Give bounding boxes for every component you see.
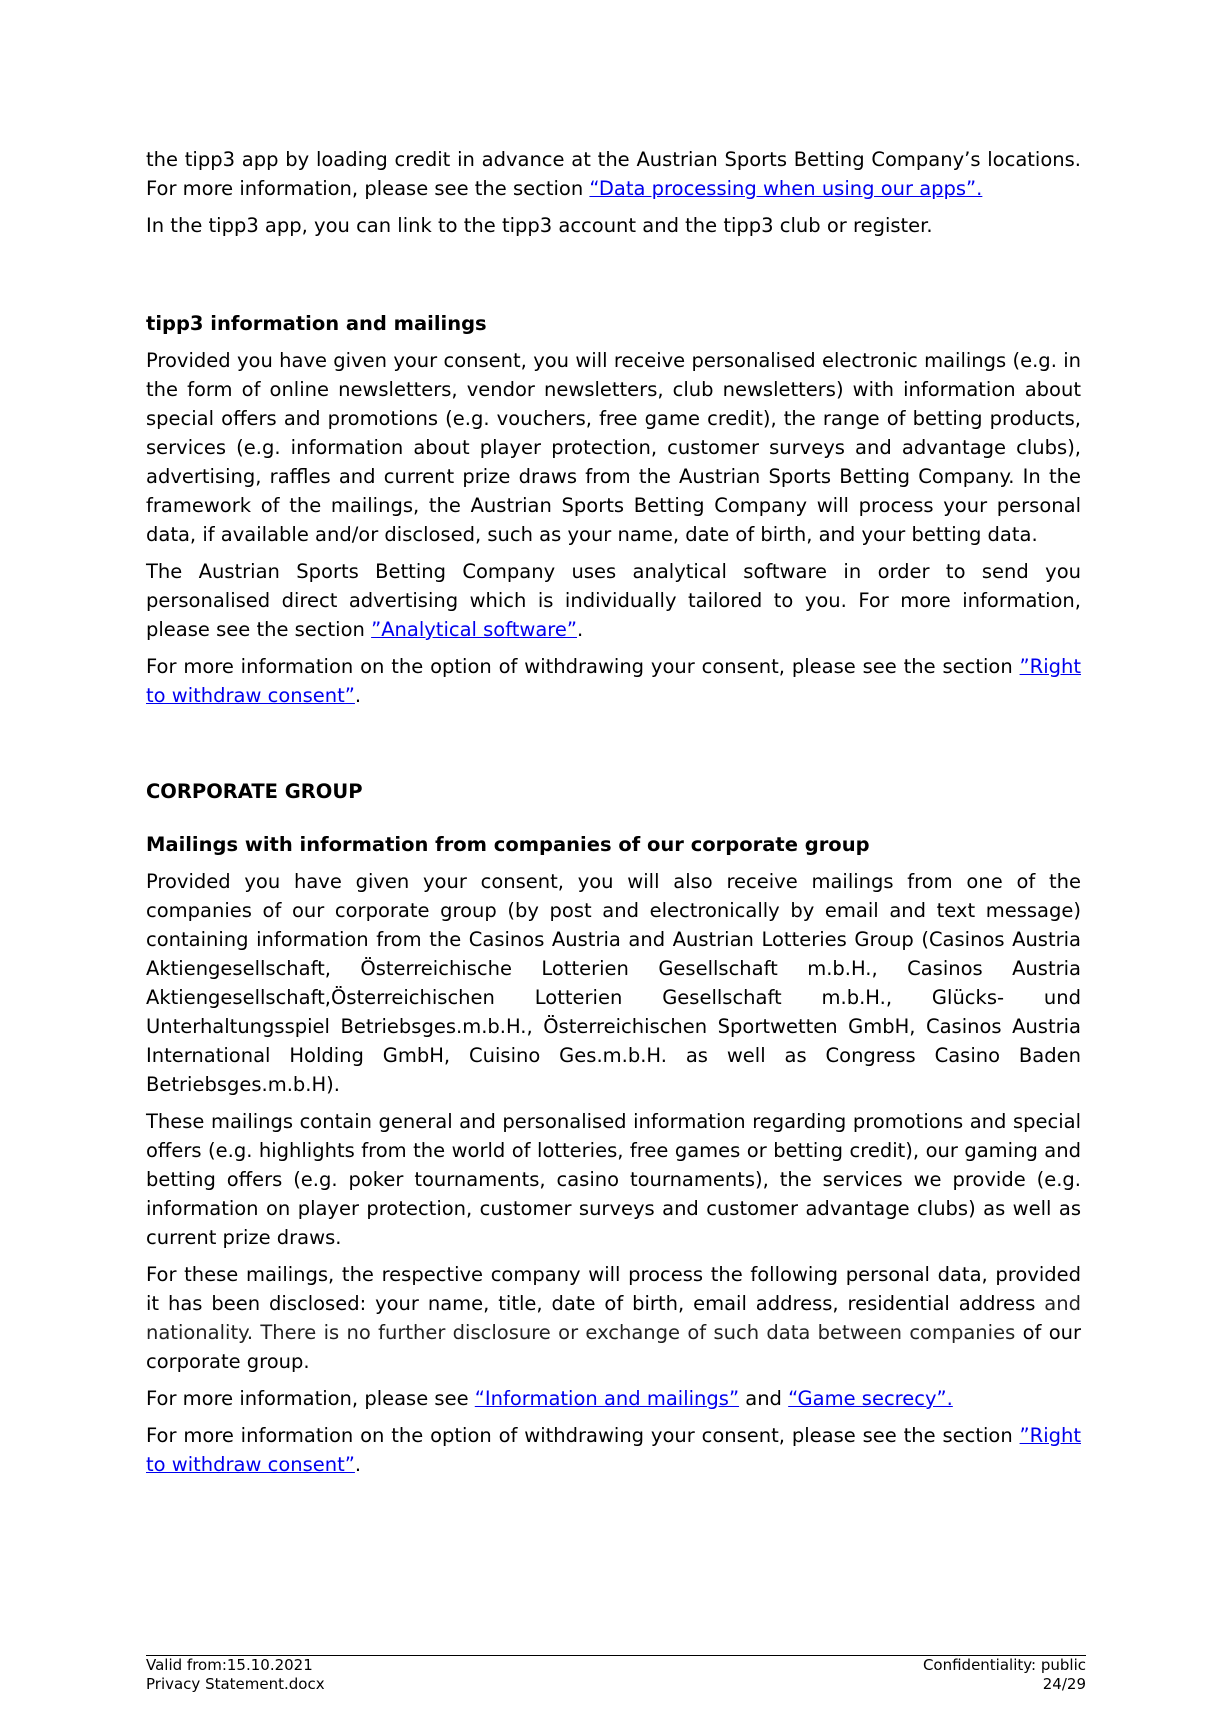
corporate-group-heading: CORPORATE GROUP <box>146 780 363 803</box>
footer-row-2 <box>146 1675 1086 1694</box>
tipp3-p3-text: For more information on the option of withdrawing your consent, please see the section <box>146 655 1020 678</box>
link-withdraw-consent-2[interactable]: ”Right to withdraw consent” <box>146 1424 1081 1476</box>
tipp3-heading: tipp3 information and mailings <box>146 312 487 335</box>
footer-confidentiality: Confidentiality: public <box>922 1656 1086 1674</box>
corporate-paragraph-1: Provided you have given your consent, you will also receive mailings from one of the companies of our corporate group (by post and electronically by email and text message) containing information from the Casinos Austria and Austrian Lotteries Group (Casinos Austria Aktiengesellschaft, Österreichische Lotterien Gesellschaft m.b.H., Casinos Austria Aktiengesellschaft,Österreichischen Lotterien Gesellschaft m.b.H., Glücks- und Unterhaltungsspiel Betriebsges.m.b.H., Österreichischen Sportwetten GmbH, Casinos Austria International Holding GmbH, Cuisino Ges.m.b.H. as well as Congress Casino Baden Betriebsges.m.b.H). <box>146 870 1081 1096</box>
tipp3-p2-end: . <box>577 618 584 641</box>
link-withdraw-consent-1[interactable]: ”Right to withdraw consent” <box>146 655 1081 707</box>
tipp3-paragraph-2 <box>146 557 1081 644</box>
corporate-paragraph-4 <box>146 1384 1081 1413</box>
corporate-p4-text: For more information, please see <box>146 1387 475 1410</box>
corporate-p5-text: For more information on the option of withdrawing your consent, please see the section <box>146 1424 1020 1447</box>
link-game-secrecy[interactable]: “Game secrecy”. <box>788 1387 953 1410</box>
corporate-paragraph-3 <box>146 1260 1081 1376</box>
corporate-subheading: Mailings with information from companies of our corporate group <box>146 833 870 856</box>
link-analytical-software[interactable]: ”Analytical software” <box>371 618 577 641</box>
corporate-p3-b: and nationality. There is no further disclosure or exchange of such data between companies <box>146 1292 1081 1344</box>
document-body <box>146 145 1081 1479</box>
link-information-mailings[interactable]: “Information and mailings” <box>474 1387 740 1410</box>
footer-filename: Privacy Statement.docx <box>146 1675 325 1693</box>
tipp3-p3-end: . <box>354 684 362 707</box>
footer-page-number: 24/29 <box>1042 1675 1086 1693</box>
footer-row-1 <box>146 1656 1086 1675</box>
tipp3-p2-text: The Austrian Sports Betting Company uses analytical software in order to send you personalised direct advertising which is individually tailored to you. For more information, please see the section <box>146 560 1081 641</box>
intro-paragraph-2: In the tipp3 app, you can link to the tipp3 account and the tipp3 club or register. <box>146 214 933 237</box>
corporate-p3-c: of our corporate group. <box>146 1321 1081 1373</box>
corporate-paragraph-2: These mailings contain general and personalised information regarding promotions and special offers (e.g. highlights from the world of lotteries, free games or betting credit), our gaming and betting offers (e.g. poker tournaments, casino tournaments), the services we provide (e.g. information on player protection, customer surveys and customer advantage clubs) as well as current prize draws. <box>146 1110 1081 1249</box>
page-footer <box>146 1655 1086 1694</box>
tipp3-paragraph-1: Provided you have given your consent, you will receive personalised electronic mailings (e.g. in the form of online newsletters, vendor newsletters, club newsletters) with information about special offers and promotions (e.g. vouchers, free game credit), the range of betting products, services (e.g. information about player protection, customer surveys and advantage clubs), advertising, raffles and current prize draws from the Austrian Sports Betting Company. In the framework of the mailings, the Austrian Sports Betting Company will process your personal data, if available and/or disclosed, such as your name, date of birth, and your betting data. <box>146 349 1081 546</box>
corporate-p5-end: . <box>354 1453 362 1476</box>
corporate-p4-and: and <box>739 1387 789 1410</box>
intro-p1-text: the tipp3 app by loading credit in advance at the Austrian Sports Betting Company’s locations. For more information, please see the section <box>146 148 1081 200</box>
footer-valid-from: Valid from:15.10.2021 <box>146 1656 313 1674</box>
link-data-processing-apps[interactable]: “Data processing when using our apps”. <box>589 177 983 200</box>
tipp3-paragraph-3 <box>146 652 1081 710</box>
corporate-paragraph-5 <box>146 1421 1081 1479</box>
corporate-p3-a: For these mailings, the respective company will process the following personal data, provided it has been disclosed: your name, title, date of birth, email address, residential address <box>146 1263 1081 1315</box>
intro-paragraph-1 <box>146 145 1081 203</box>
